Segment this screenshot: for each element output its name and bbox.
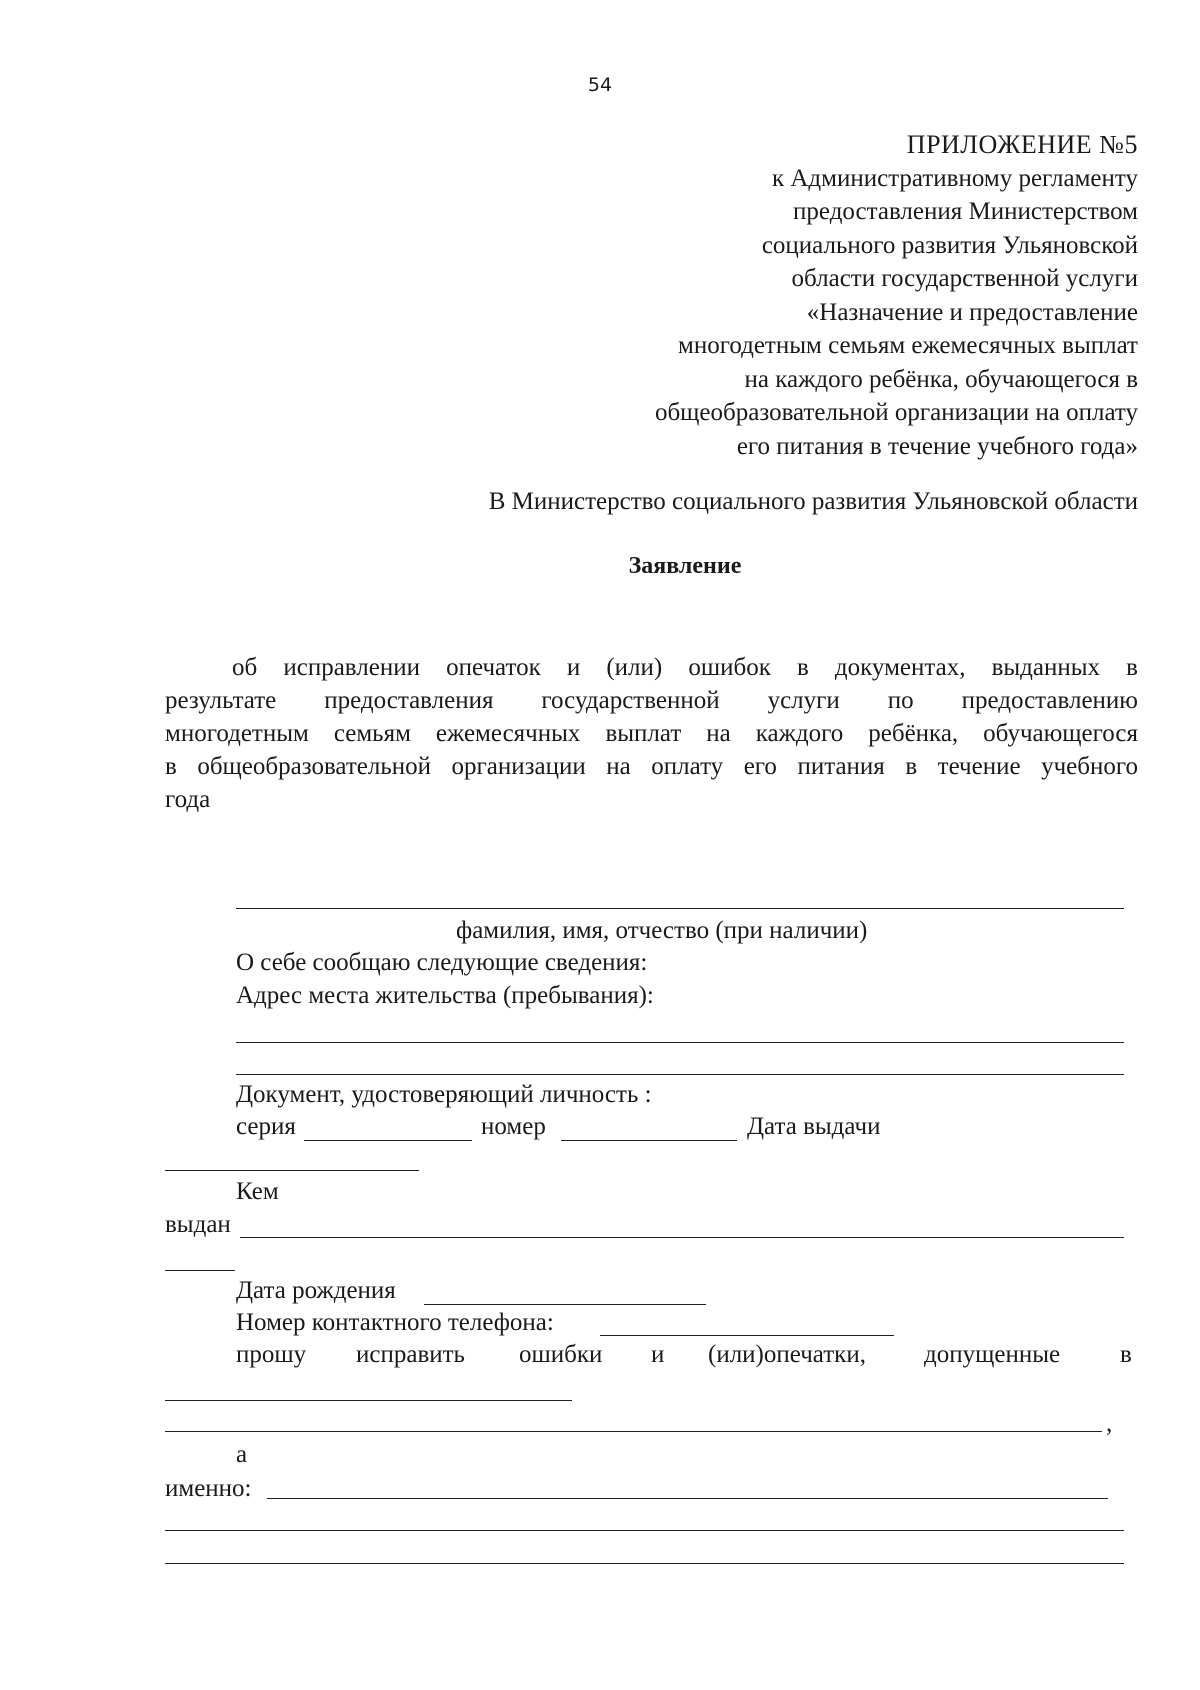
namely-label-1: а [236, 1441, 248, 1468]
appendix-title: ПРИЛОЖЕНИЕ №5 [906, 130, 1138, 159]
appendix-line: к Административному регламенту [771, 164, 1138, 192]
document-field-line-1[interactable] [165, 1400, 572, 1401]
namely-field-line-2[interactable] [165, 1530, 1124, 1531]
request-word: в [1120, 1341, 1132, 1368]
issued-by-label-1: Кем [236, 1178, 279, 1205]
address-field-line-1[interactable] [236, 1042, 1124, 1043]
issued-by-field-line[interactable] [240, 1237, 1124, 1238]
request-word: ошибки [519, 1341, 603, 1368]
appendix-line: области государственной услуги [791, 265, 1138, 292]
namely-label-2: именно: [165, 1475, 252, 1502]
series-field-line[interactable] [304, 1140, 472, 1141]
appendix-line: многодетным семьям ежемесячных выплат [678, 332, 1138, 359]
address-field-line-2[interactable] [236, 1074, 1124, 1075]
request-word: и [651, 1341, 665, 1368]
issue-date-label: Дата выдачи [747, 1113, 881, 1140]
phone-label: Номер контактного телефона: [236, 1309, 554, 1336]
appendix-header [655, 128, 1138, 463]
series-label: серия [236, 1113, 296, 1140]
namely-field-line-1[interactable] [267, 1498, 1108, 1499]
issued-by-label-2: выдан [165, 1211, 231, 1238]
appendix-line: его питания в течение учебного года» [736, 432, 1138, 460]
subject-paragraph [165, 651, 1138, 816]
subject-line: в общеобразовательной организации на оплату его питания в течение учебного [165, 753, 1138, 780]
subject-line: многодетным семьям ежемесячных выплат на каждого ребёнка, обучающегося [165, 720, 1138, 747]
document-field-line-2[interactable] [165, 1431, 1102, 1432]
comma: , [1106, 1410, 1113, 1437]
birth-date-label: Дата рождения [236, 1277, 396, 1304]
phone-field-line[interactable] [600, 1335, 894, 1336]
request-word: (или)опечатки, [708, 1341, 866, 1368]
fio-field-line[interactable] [236, 908, 1124, 909]
number-field-line[interactable] [561, 1140, 737, 1141]
request-word: допущенные [924, 1341, 1061, 1368]
birth-date-field-line[interactable] [424, 1304, 706, 1305]
subject-line: об исправлении опечаток и (или) ошибок в документах, выданных в [232, 654, 1138, 681]
address-label: Адрес места жительства (пребывания): [236, 982, 654, 1009]
about-self-label: О себе сообщаю следующие сведения: [236, 949, 648, 976]
number-label: номер [481, 1113, 546, 1140]
appendix-line: «Назначение и предоставление [806, 298, 1138, 326]
namely-field-line-3[interactable] [165, 1563, 1124, 1564]
subject-line: года [165, 786, 211, 813]
request-word: прошу [236, 1341, 307, 1368]
id-document-label: Документ, удостоверяющий личность : [236, 1081, 652, 1108]
page-number: 54 [587, 74, 613, 96]
appendix-line: социального развития Ульяновской [761, 231, 1138, 259]
appendix-line: общеобразовательной организации на оплату [654, 399, 1138, 426]
issued-by-field-line-cont[interactable] [165, 1270, 235, 1271]
request-word: исправить [356, 1341, 465, 1368]
appendix-line: на каждого ребёнка, обучающегося в [744, 365, 1138, 393]
fio-caption: фамилия, имя, отчество (при наличии) [456, 917, 868, 944]
subject-line: результате предоставления государственной услуги по предоставлению [165, 687, 1138, 714]
appendix-line: предоставления Министерством [793, 198, 1138, 225]
addressee: В Министерство социального развития Ульяновской области [488, 488, 1138, 515]
document-title: Заявление [628, 553, 742, 579]
issue-date-field-line[interactable] [165, 1170, 419, 1171]
